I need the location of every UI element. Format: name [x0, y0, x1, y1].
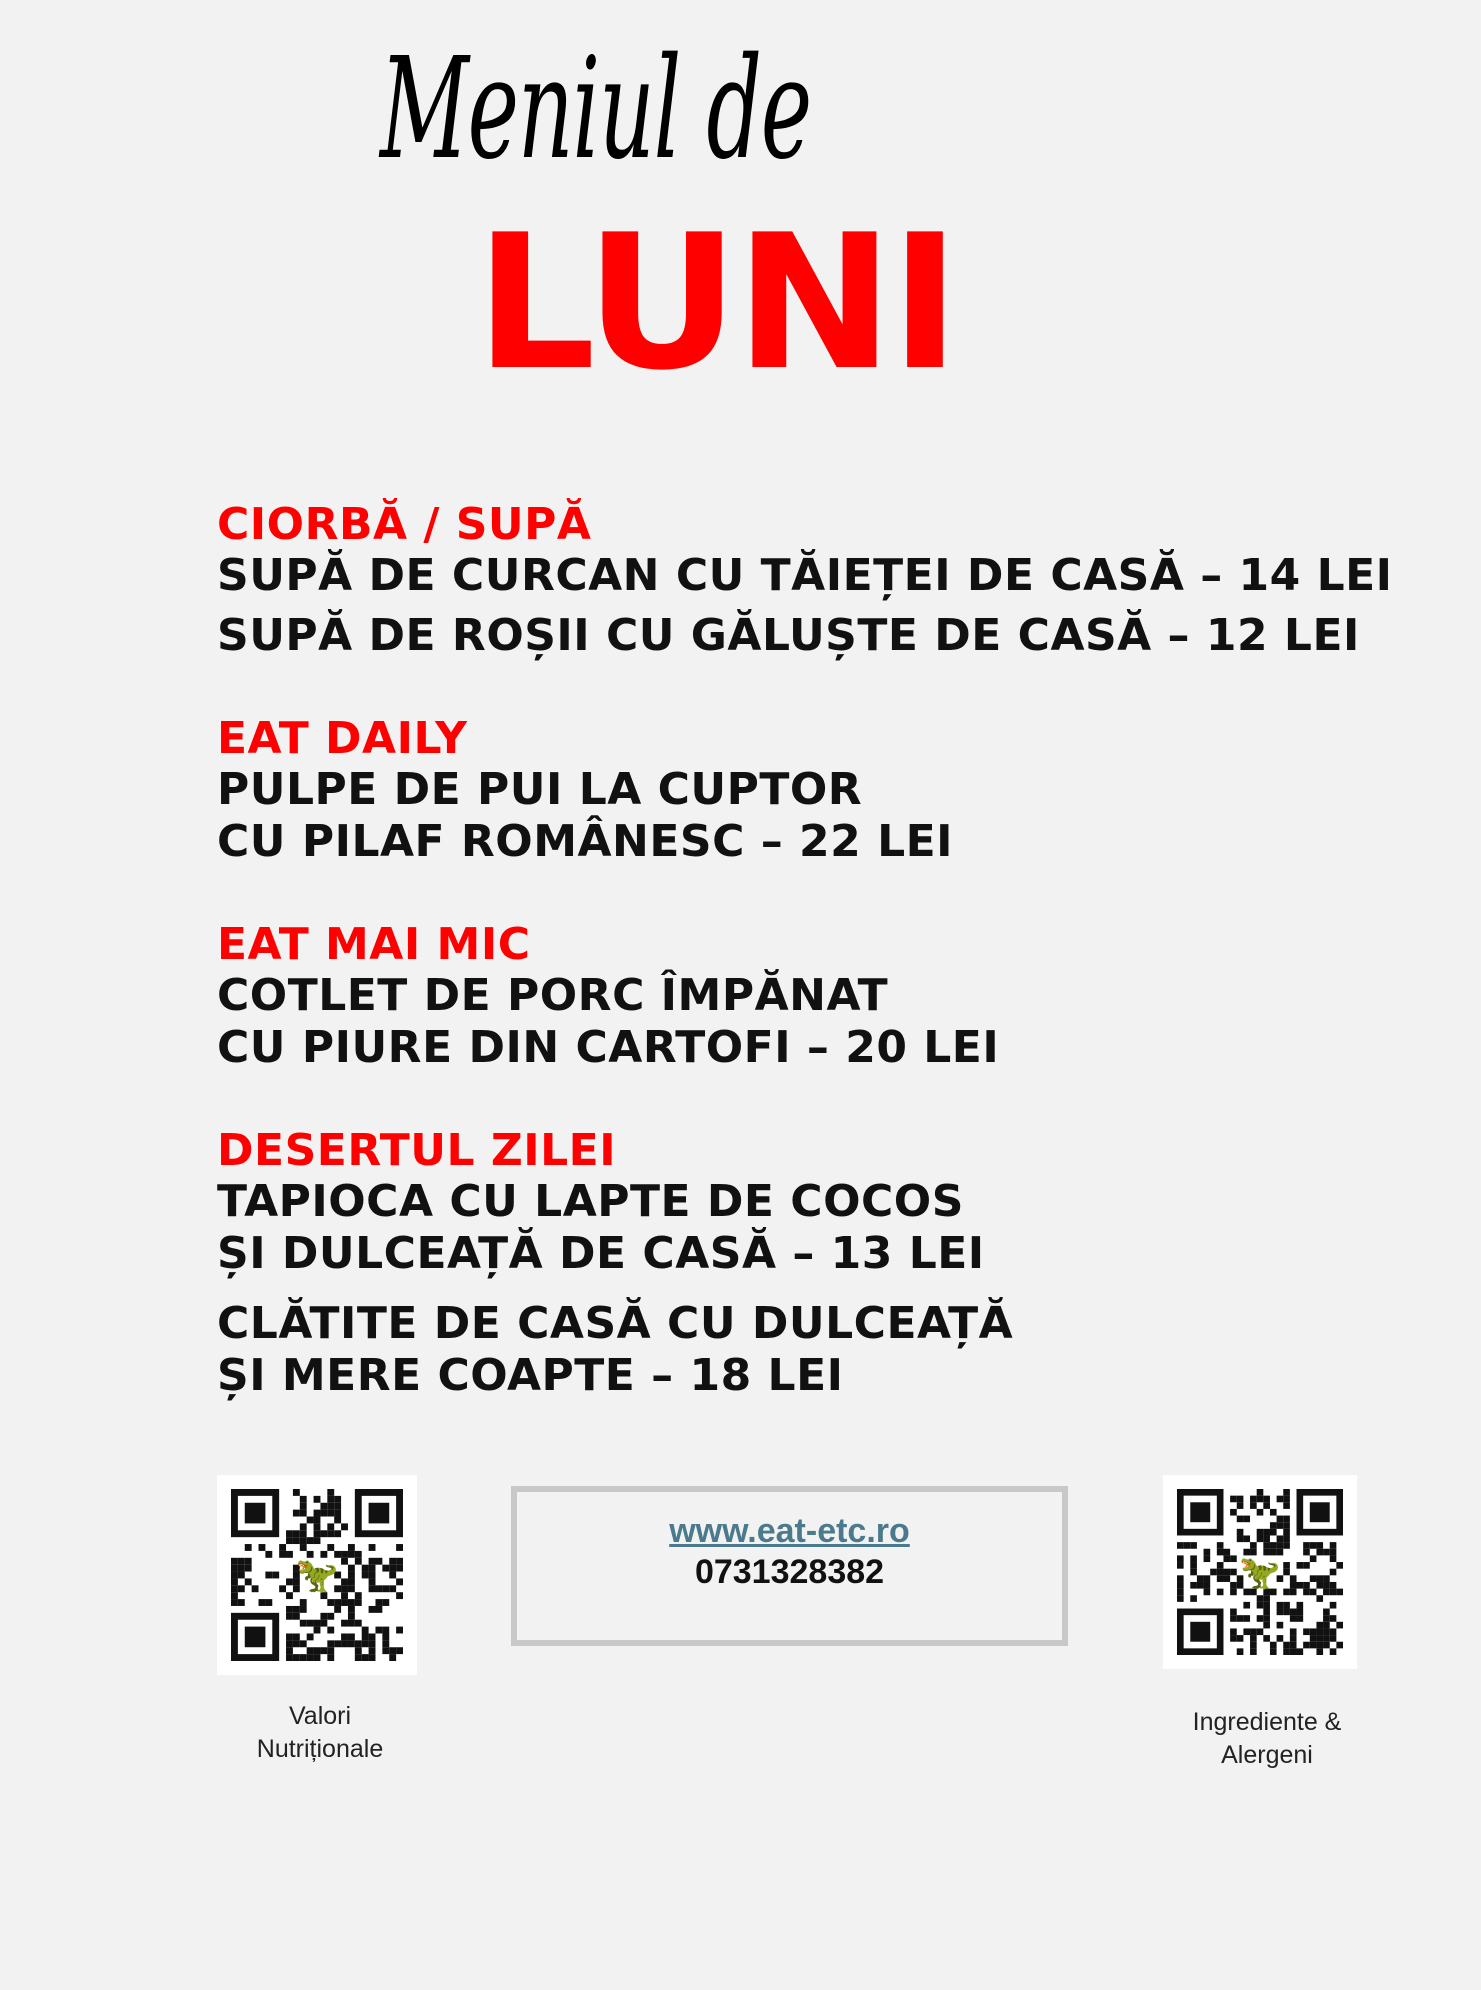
qr-caption-nutrition	[225, 1700, 415, 1766]
menu-section-eat-daily	[217, 714, 1397, 868]
menu-item: CLĂTITE DE CASĂ CU DULCEAȚĂ	[217, 1298, 1014, 1349]
menu-item: CU PIURE DIN CARTOFI – 20 LEI	[217, 1022, 1000, 1073]
menu-item: SUPĂ DE CURCAN CU TĂIEȚEI DE CASĂ – 14 LEI	[217, 550, 1393, 601]
svg-text:🦖: 🦖	[295, 1555, 339, 1596]
menu-item: PULPE DE PUI LA CUPTOR	[217, 764, 863, 815]
qr-caption-allergens	[1162, 1706, 1372, 1772]
caption-line: Ingrediente &	[1192, 1708, 1342, 1736]
menu-item: ȘI MERE COAPTE – 18 LEI	[217, 1350, 844, 1401]
menu-item: ȘI DULCEAȚĂ DE CASĂ – 13 LEI	[217, 1228, 985, 1279]
menu-item: SUPĂ DE ROȘII CU GĂLUȘTE DE CASĂ – 12 LEI	[217, 610, 1360, 661]
section-title: CIORBĂ / SUPĂ	[217, 499, 592, 550]
menu-item: CU PILAF ROMÂNESC – 22 LEI	[217, 816, 954, 867]
menu-list	[217, 500, 1397, 1454]
menu-item: TAPIOCA CU LAPTE DE COCOS	[217, 1176, 964, 1227]
section-title: EAT DAILY	[217, 713, 468, 764]
menu-section-dessert	[217, 1126, 1397, 1402]
script-title: Meniul de	[380, 28, 811, 191]
qr-code-allergens[interactable]	[1163, 1475, 1357, 1669]
contact-box	[511, 1486, 1068, 1646]
day-title: LUNI	[475, 194, 957, 411]
phone-number: 0731328382	[694, 1553, 885, 1591]
section-title: EAT MAI MIC	[217, 919, 531, 970]
qr-code-nutrition[interactable]	[217, 1475, 417, 1675]
caption-line: Nutriționale	[256, 1735, 384, 1763]
svg-text:🦖: 🦖	[1239, 1552, 1281, 1592]
menu-item: COTLET DE PORC ÎMPĂNAT	[217, 970, 889, 1021]
caption-line: Alergeni	[1221, 1741, 1313, 1769]
menu-section-eat-mai-mic	[217, 920, 1397, 1074]
caption-line: Valori	[288, 1702, 352, 1730]
qr-code-icon	[1177, 1489, 1343, 1655]
qr-code-icon	[231, 1489, 403, 1661]
website-link[interactable]: www.eat-etc.ro	[669, 1512, 910, 1550]
menu-section-soup	[217, 500, 1397, 662]
section-title: DESERTUL ZILEI	[217, 1125, 617, 1176]
